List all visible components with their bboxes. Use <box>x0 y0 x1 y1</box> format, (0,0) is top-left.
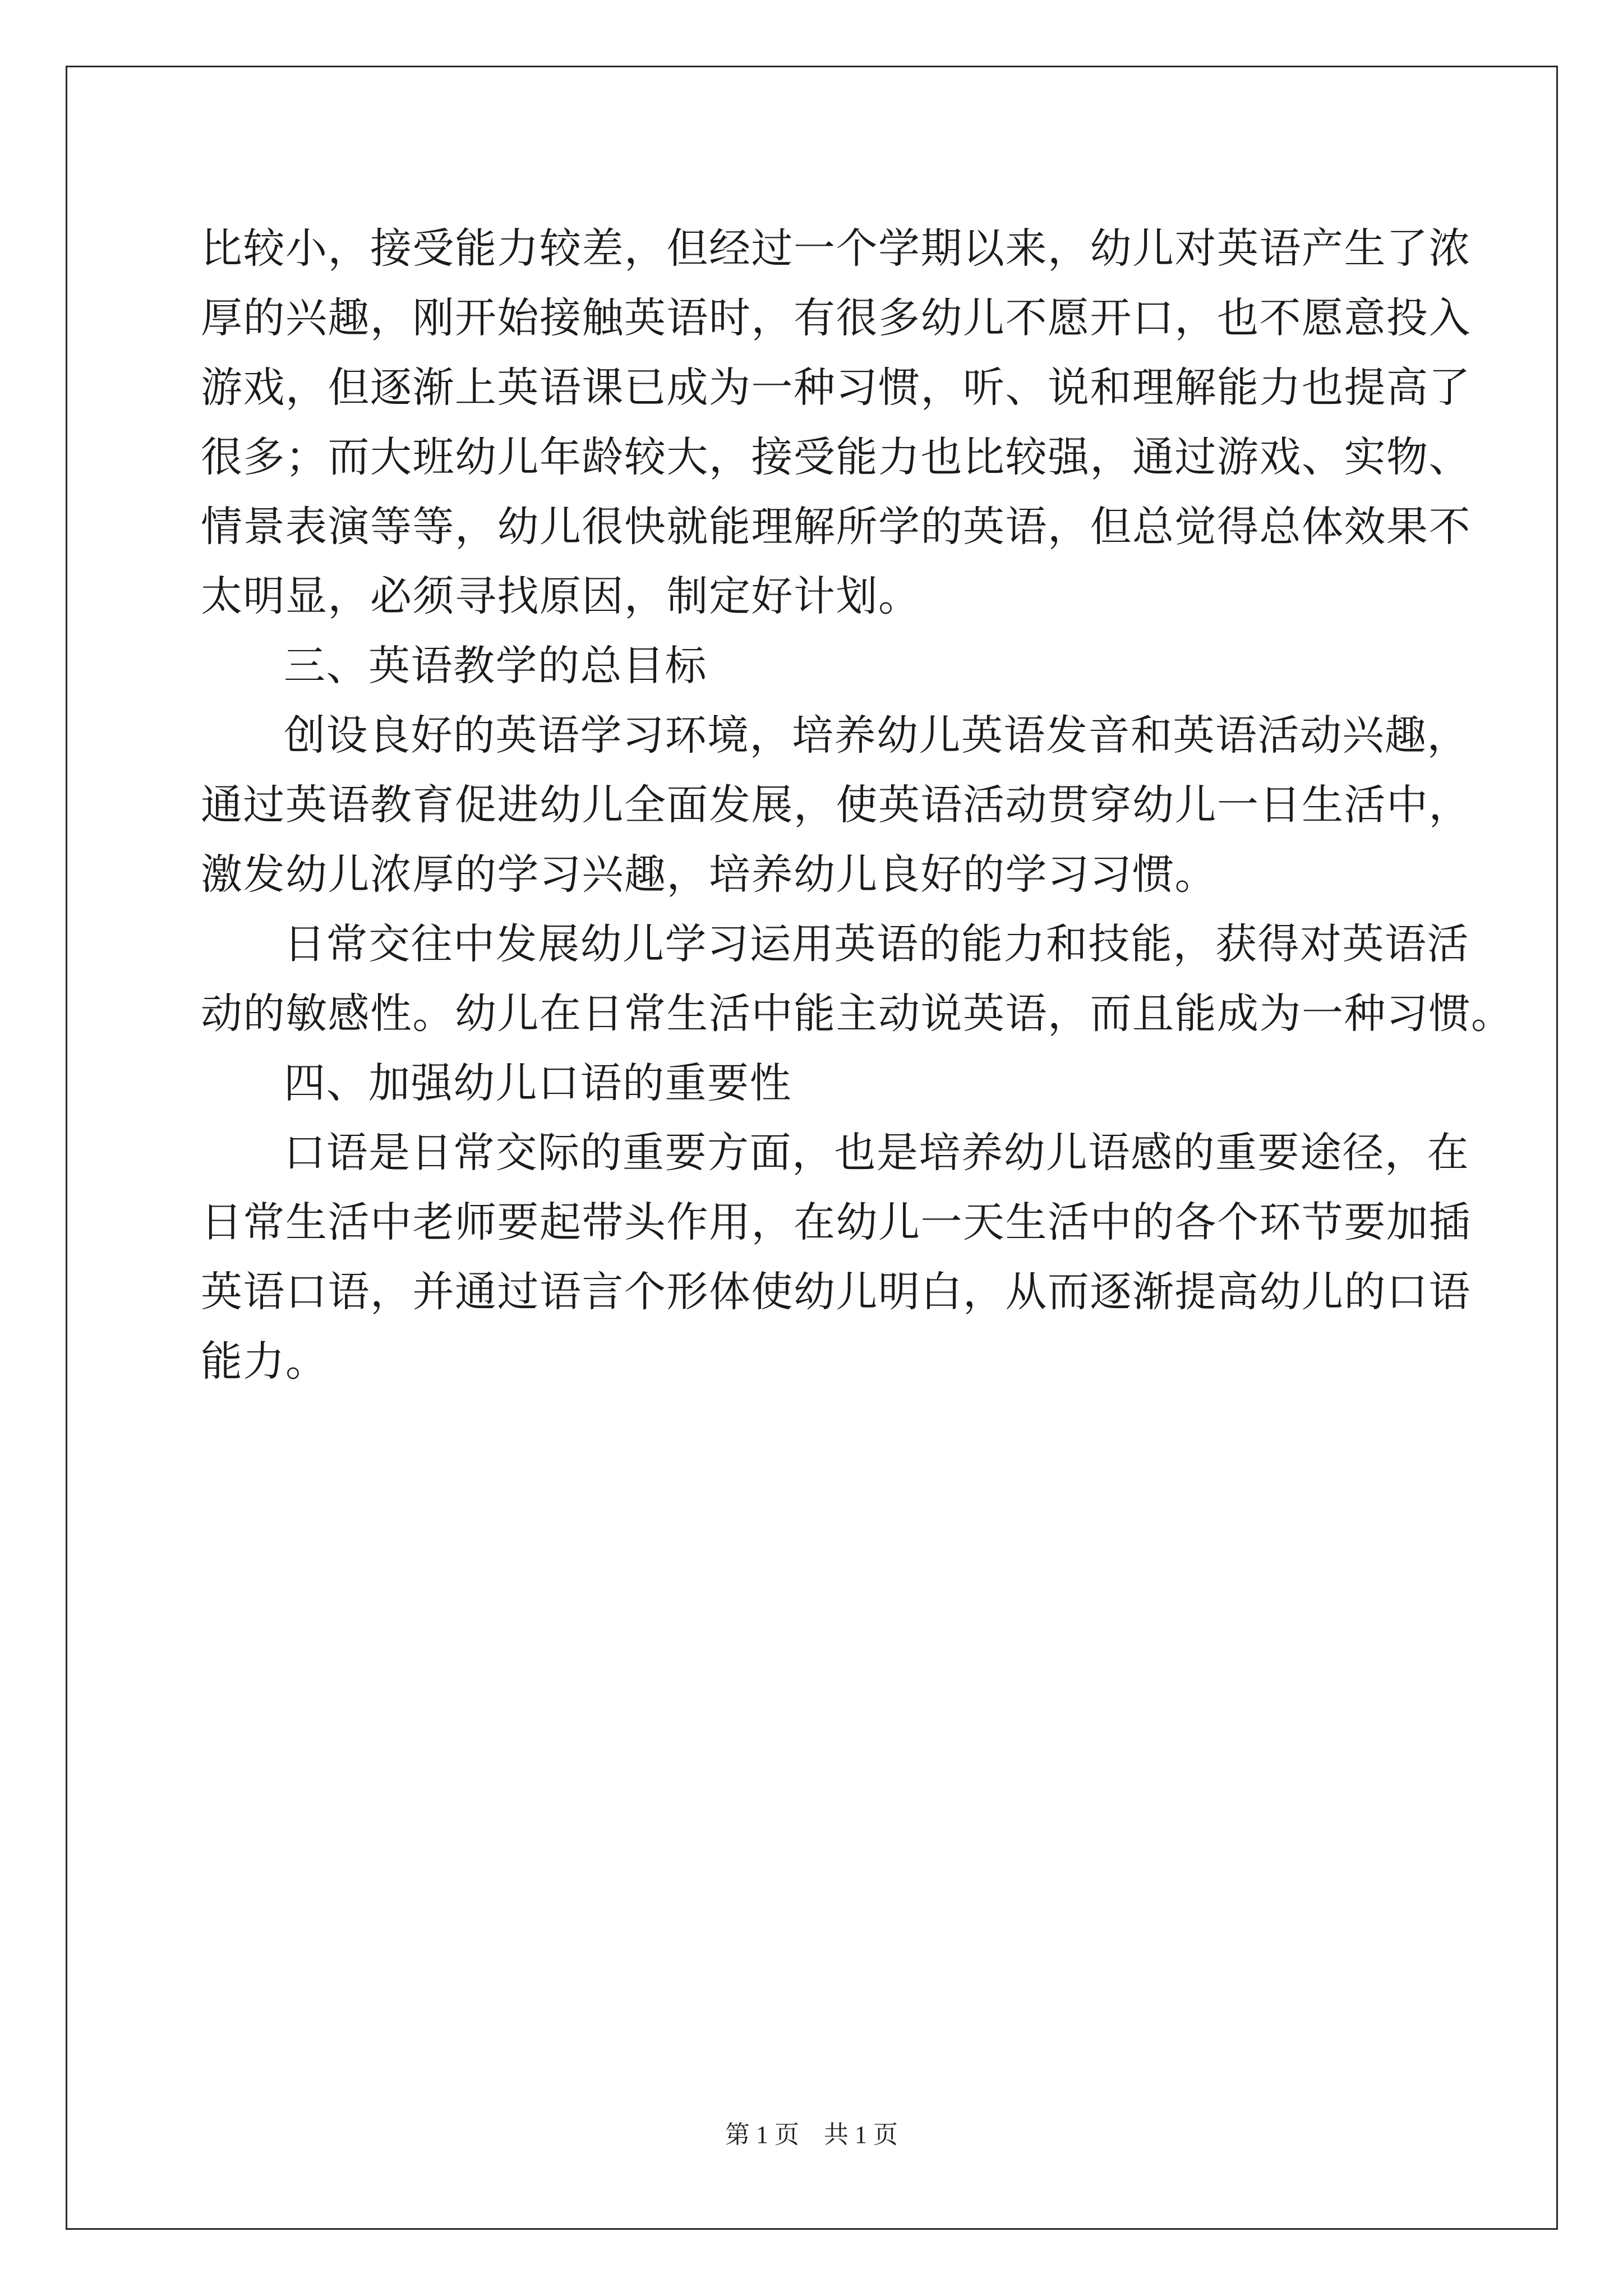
paragraph-line: 日常交往中发展幼儿学习运用英语的能力和技能，获得对英语活 <box>284 920 1469 968</box>
paragraph-line: 游戏，但逐渐上英语课已成为一种习惯，听、说和理解能力也提高了 <box>201 364 1471 412</box>
paragraph-line: 创设良好的英语学习环境，培养幼儿英语发音和英语活动兴趣， <box>284 711 1469 760</box>
paragraph-line: 能力。 <box>201 1337 328 1386</box>
paragraph-line: 厚的兴趣，刚开始接触英语时，有很多幼儿不愿开口，也不愿意投入 <box>201 294 1471 342</box>
paragraph-line: 激发幼儿浓厚的学习兴趣，培养幼儿良好的学习习惯。 <box>201 850 1217 899</box>
paragraph-line: 动的敏感性。幼儿在日常生活中能主动说英语，而且能成为一种习惯。 <box>201 990 1514 1038</box>
paragraph-line: 日常生活中老师要起带头作用，在幼儿一天生活中的各个环节要加插 <box>201 1198 1471 1246</box>
paragraph-line: 比较小，接受能力较差，但经过一个学期以来，幼儿对英语产生了浓 <box>201 224 1471 273</box>
paragraph-line: 通过英语教育促进幼儿全面发展，使英语活动贯穿幼儿一日生活中， <box>201 781 1471 829</box>
page-footer: 第 1 页 共 1 页 <box>725 2121 898 2148</box>
paragraph-line: 情景表演等等，幼儿很快就能理解所学的英语，但总觉得总体效果不 <box>201 503 1471 551</box>
paragraph-line: 太明显，必须寻找原因，制定好计划。 <box>201 572 921 620</box>
section-heading: 三、英语教学的总目标 <box>284 642 707 690</box>
paragraph-line: 很多；而大班幼儿年龄较大，接受能力也比较强，通过游戏、实物、 <box>201 433 1471 481</box>
paragraph-line: 英语口语，并通过语言个形体使幼儿明白，从而逐渐提高幼儿的口语 <box>201 1268 1471 1316</box>
paragraph-line: 口语是日常交际的重要方面，也是培养幼儿语感的重要途径，在 <box>284 1129 1469 1177</box>
section-heading: 四、加强幼儿口语的重要性 <box>284 1059 792 1107</box>
